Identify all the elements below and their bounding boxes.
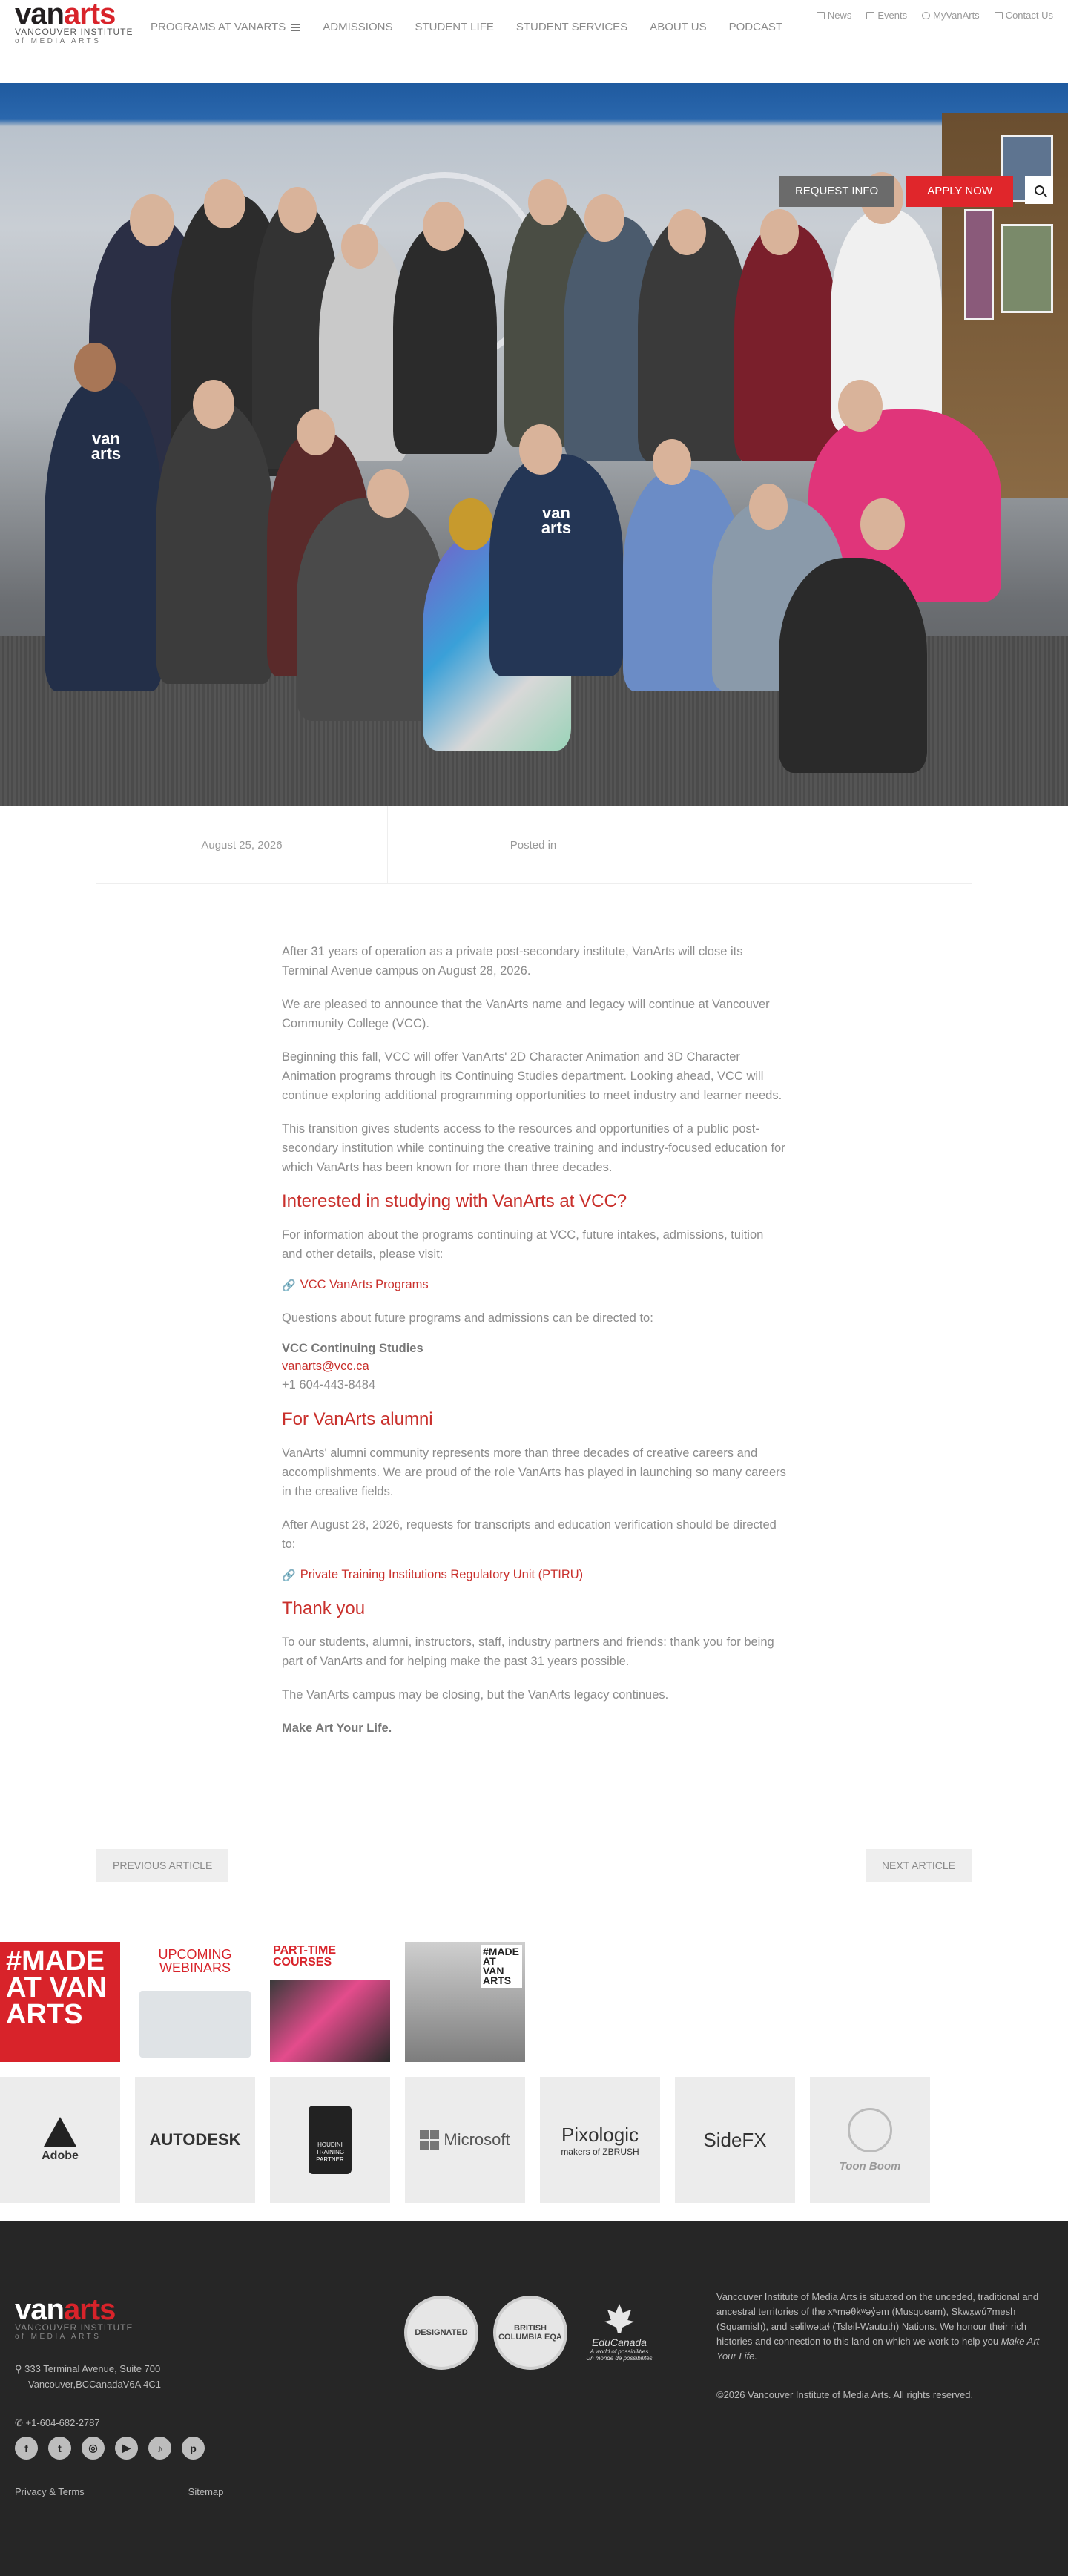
person (156, 402, 274, 684)
social-links (15, 2437, 205, 2460)
post-category: Posted in (388, 806, 679, 883)
sitemap-link[interactable]: Sitemap (188, 2486, 224, 2497)
paragraph: VanArts' alumni community represents more than three decades of creative careers and accomplishments. We are proud of the role VanArts has played in launching so many careers in the creative fields. (282, 1446, 786, 1498)
designated-seal: DESIGNATED (404, 2296, 478, 2370)
partner-adobe[interactable]: Adobe (0, 2077, 120, 2203)
person-head (519, 424, 562, 475)
instagram-icon[interactable]: ◎ (82, 2437, 105, 2460)
facebook-icon[interactable]: f (15, 2437, 38, 2460)
contact-icon (995, 12, 1003, 19)
util-events[interactable]: Events (866, 10, 907, 21)
map-pin-icon: ⚲ (15, 2363, 25, 2374)
partner-pixologic[interactable]: Pixologic makers of ZBRUSH (540, 2077, 660, 2203)
partner-autodesk[interactable]: AUTODESK (135, 2077, 255, 2203)
paragraph: For information about the programs continuing at VCC, future intakes, admissions, tuition and other details, please visit: (282, 1228, 764, 1261)
apply-now-button[interactable]: APPLY NOW (906, 176, 1013, 207)
logo-subtitle: VANCOUVER INSTITUTE (15, 27, 134, 37)
twitter-icon[interactable]: t (48, 2437, 71, 2460)
person-head (367, 469, 409, 518)
events-icon (866, 12, 874, 19)
link-icon: 🔗 (282, 1279, 296, 1292)
accreditation-seals (404, 2296, 656, 2370)
person-head (760, 209, 799, 255)
shirt-logo: van arts (541, 504, 572, 537)
ptiru-link[interactable]: 🔗 Private Training Institutions Regulatory Unit (PTIRU) (282, 1568, 584, 1582)
request-info-button[interactable]: REQUEST INFO (779, 176, 894, 207)
myvanarts-icon (922, 12, 930, 19)
vanarts-logo[interactable] (15, 0, 134, 45)
adobe-logo-icon (44, 2117, 76, 2147)
logo-subtitle-2: of MEDIA ARTS (15, 37, 102, 45)
nav-programs[interactable]: PROGRAMS AT VANARTS (151, 21, 300, 33)
nav-admissions[interactable]: ADMISSIONS (323, 21, 393, 33)
world-map-graphic (139, 1991, 251, 2058)
person-head (860, 498, 905, 550)
logo-wordmark: vanarts (15, 0, 116, 30)
article-body (282, 942, 786, 1752)
land-acknowledgement: Vancouver Institute of Media Arts is situated on the unceded, traditional and ancestral territories of the xʷməθkʷəy̓əm (Musqueam), Sḵwx̱wú7mesh (Squamish), and səlilwətaɬ (Tsleil-Waututh) Nations. We honour their rich histories and connection to this land on which we work to help you Make Art Your Life. (716, 2291, 1040, 2362)
next-article-button[interactable]: NEXT ARTICLE (866, 1849, 972, 1882)
phone-icon: ✆ (15, 2417, 26, 2428)
hero-cta-group (779, 176, 1053, 207)
person-head (749, 484, 788, 530)
promo-webinars[interactable]: UPCOMING WEBINARS (135, 1942, 255, 2062)
person-head (130, 194, 174, 246)
promo-part-time-courses[interactable]: PART-TIME COURSES (270, 1942, 390, 2062)
footer-address: ⚲ 333 Terminal Avenue, Suite 700 Vancouver,BCCanadaV6A 4C1 (15, 2363, 161, 2390)
search-button[interactable] (1025, 176, 1053, 204)
copyright: ©2026 Vancouver Institute of Media Arts. All rights reserved. (716, 2389, 974, 2400)
toon-boom-logo-icon (848, 2108, 892, 2152)
section-heading-study: Interested in studying with VanArts at VCC? (282, 1191, 627, 1211)
section-heading-thanks: Thank you (282, 1598, 366, 1618)
person (393, 224, 497, 454)
person-head (449, 498, 493, 550)
shirt-logo: van arts (90, 429, 122, 463)
footer-logo[interactable]: vanarts VANCOUVER INSTITUTE of MEDIA ARTS (15, 2293, 134, 2341)
youtube-icon[interactable]: ▶ (115, 2437, 138, 2460)
util-contact[interactable]: Contact Us (995, 10, 1053, 21)
nav-student-services[interactable]: STUDENT SERVICES (515, 21, 628, 33)
privacy-terms-link[interactable]: Privacy & Terms (15, 2486, 85, 2497)
paragraph: We are pleased to announce that the VanArts name and legacy will continue at Vancouver Community College (VCC). (282, 998, 770, 1030)
person-head (584, 194, 624, 242)
paragraph: This transition gives students access to the resources and opportunities of a public post-secondary institution while continuing the creative training and industry-focused education for which VanArts has been known for more than three decades. (282, 1122, 785, 1174)
hero-group-photo (0, 83, 1068, 806)
person (44, 380, 163, 691)
util-news[interactable]: News (817, 10, 852, 21)
motto: Make Art Your Life. (282, 1722, 392, 1735)
contact-phone: +1 604-443-8484 (282, 1378, 376, 1391)
post-meta (96, 806, 972, 884)
houdini-badge: HOUDINI TRAINING PARTNER (309, 2106, 352, 2174)
vcc-programs-link[interactable]: 🔗 VCC VanArts Programs (282, 1278, 429, 1292)
search-icon (1035, 185, 1044, 195)
bc-eqa-seal: BRITISH COLUMBIA EQA (493, 2296, 567, 2370)
paragraph: Questions about future programs and admissions can be directed to: (282, 1311, 653, 1325)
footer-phone[interactable]: ✆ +1-604-682-2787 (15, 2417, 100, 2428)
person-head (668, 209, 706, 255)
hamburger-icon[interactable] (291, 22, 300, 33)
contact-title: VCC Continuing Studies (282, 1342, 423, 1355)
promo-made-at-vanarts[interactable]: #MADE AT VAN ARTS (0, 1942, 120, 2062)
person-head (297, 409, 335, 455)
person-head (838, 380, 883, 432)
person-head (528, 179, 567, 225)
partner-houdini[interactable] (270, 2077, 390, 2203)
nav-about-us[interactable]: ABOUT US (650, 21, 707, 33)
promo-photo (270, 1980, 390, 2062)
person-head (74, 343, 116, 392)
nav-podcast[interactable]: PODCAST (728, 21, 783, 33)
partner-toon-boom[interactable]: Toon Boom (810, 2077, 930, 2203)
post-date: August 25, 2026 (96, 806, 388, 883)
news-icon (817, 12, 825, 19)
post-meta-empty (679, 806, 971, 883)
microsoft-logo-icon (420, 2130, 439, 2150)
partner-sidefx[interactable]: SideFX (675, 2077, 795, 2203)
promo-student-work[interactable]: #MADE AT VAN ARTS (405, 1942, 525, 2062)
previous-article-button[interactable]: PREVIOUS ARTICLE (96, 1849, 228, 1882)
person (734, 224, 838, 461)
educanada-logo: EduCanada A world of possibilities Un monde de possibilités (582, 2296, 656, 2370)
paragraph: The VanArts campus may be closing, but the VanArts legacy continues. (282, 1688, 669, 1702)
section-heading-alumni: For VanArts alumni (282, 1409, 433, 1429)
person-head (423, 202, 464, 251)
person-head (193, 380, 234, 429)
paragraph: Beginning this fall, VCC will offer VanArts' 2D Character Animation and 3D Character Animation programs through its Continuing Studies department. Looking ahead, VCC will continue exploring additional programming opportunities to meet industry and learner needs. (282, 1050, 782, 1102)
person (779, 558, 927, 773)
contact-email-link[interactable]: vanarts@vcc.ca (282, 1360, 369, 1373)
wall-picture (1001, 224, 1053, 313)
nav-student-life[interactable]: STUDENT LIFE (415, 21, 494, 33)
paragraph: After 31 years of operation as a private post-secondary institute, VanArts will close its Terminal Avenue campus on August 28, 2026. (282, 945, 743, 978)
utility-nav (817, 10, 1053, 21)
partner-microsoft[interactable]: Microsoft (405, 2077, 525, 2203)
wall-picture (964, 209, 994, 320)
paragraph: After August 28, 2026, requests for transcripts and education verification should be directed to: (282, 1518, 777, 1551)
site-header (0, 0, 1068, 83)
site-footer (0, 2221, 1068, 2576)
link-icon: 🔗 (282, 1569, 296, 1582)
person-head (278, 187, 317, 233)
paragraph: To our students, alumni, instructors, staff, industry partners and friends: thank you for being part of VanArts and for helping make the past 31 years possible. (282, 1635, 774, 1668)
util-myvanarts[interactable]: MyVanArts (922, 10, 980, 21)
person-head (653, 439, 691, 485)
pinterest-icon[interactable]: p (182, 2437, 205, 2460)
tiktok-icon[interactable]: ♪ (148, 2437, 171, 2460)
footer-links (15, 2486, 223, 2497)
main-nav (151, 21, 805, 33)
person-head (204, 179, 245, 228)
maple-leaf-icon (604, 2304, 634, 2333)
person (490, 454, 623, 676)
person-head (341, 224, 378, 269)
